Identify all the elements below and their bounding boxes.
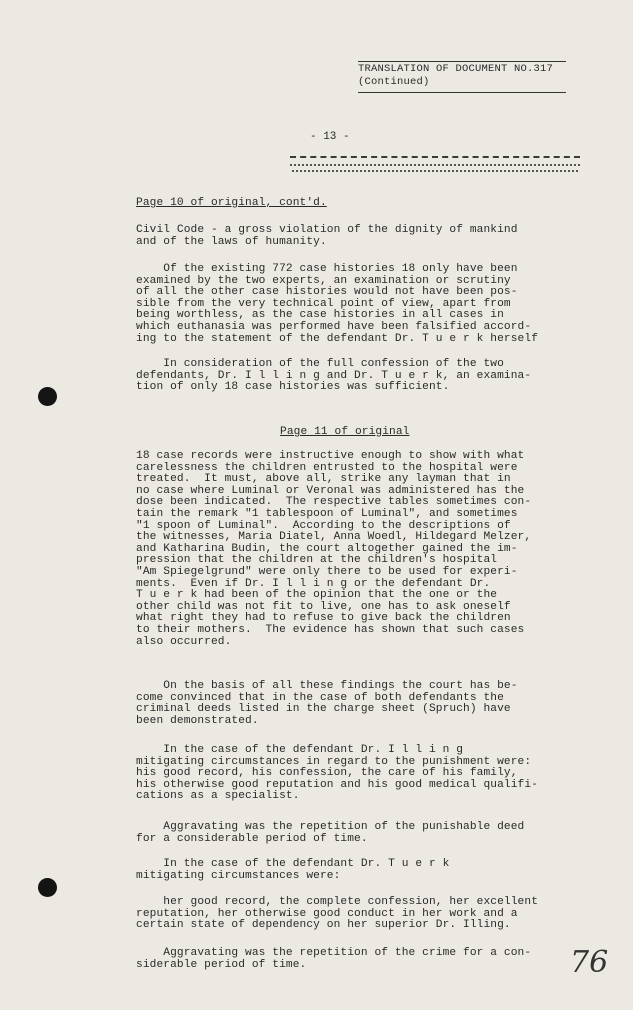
paragraph: In the case of the defendant Dr. T u e r k mitigating circumstances were:	[136, 858, 450, 882]
section-title: Page 11 of original	[280, 426, 410, 438]
handwritten-page-mark: 76	[570, 945, 609, 980]
paragraph: 18 case records were instructive enough to show with what carelessness the children entrusted to the hospital were treated. It must, above all, strike any layman that in no case where Luminal or Veronal was administered has the dose been indicated. The respective tables sometimes con- tain the remark "1 tablespoon of Luminal", and sometimes "1 spoon of Luminal". According to the descriptions of the witnesses, Maria Diatel, Anna Woedl, Hildegard Melzer, and Katharina Budin, the court altogether gained the im- pression that the children at the children's hospital "Am Spiegelgrund" were only there to be used for experi- ments. Even if Dr. I l l i n g or the defendant Dr. T u e r k had been of the opinion that the one or the other child was not fit to live, one has to ask oneself what right they had to refuse to give back the children to their mothers. The evidence has shown that such cases also occurred.	[136, 450, 532, 648]
header-rule	[358, 92, 566, 93]
struck-out-line	[290, 156, 580, 166]
paragraph: On the basis of all these findings the court has be- come convinced that in the case of both defendants the criminal deeds listed in the charge sheet (Spruch) have been demonstrated.	[136, 680, 518, 727]
paragraph: Aggravating was the repetition of the punishable deed for a considerable period of time.	[136, 821, 525, 845]
paragraph: Civil Code - a gross violation of the dignity of mankind and of the laws of humanity.	[136, 224, 518, 248]
header-subtitle: (Continued)	[358, 76, 430, 88]
paragraph: In the case of the defendant Dr. I l l i n g mitigating circumstances in regard to the punishment were: his good record, his confession, the care of his family, his otherwise good reputation and his good medical qualifi- cations as a specialist.	[136, 744, 539, 803]
paragraph: Of the existing 772 case histories 18 only have been examined by the two experts, an examination or scrutiny of all the other case histories would not have been pos- sible from the very technical point of view, apart from being worthless, as the case histories in all cases in which euthanasia was performed have been falsified accord- ing to the statement of the defendant Dr. T u e r k herself	[136, 263, 539, 345]
punch-hole	[38, 878, 57, 897]
paragraph: her good record, the complete confession, her excellent reputation, her otherwise good conduct in her work and a certain state of dependency on her superior Dr. Illing.	[136, 896, 539, 932]
struck-out-line	[292, 170, 578, 175]
header-title: TRANSLATION OF DOCUMENT NO.317	[358, 63, 554, 75]
page-number: - 13 -	[310, 131, 350, 143]
header-rule	[358, 61, 566, 62]
section-title: Page 10 of original, cont'd.	[136, 197, 327, 209]
paragraph: In consideration of the full confession of the two defendants, Dr. I l l i n g and Dr. T u e r k, an examina- tion of only 18 case histories was sufficient.	[136, 358, 532, 394]
punch-hole	[38, 387, 57, 406]
document-header	[358, 63, 566, 89]
paragraph: Aggravating was the repetition of the crime for a con- siderable period of time.	[136, 947, 532, 971]
